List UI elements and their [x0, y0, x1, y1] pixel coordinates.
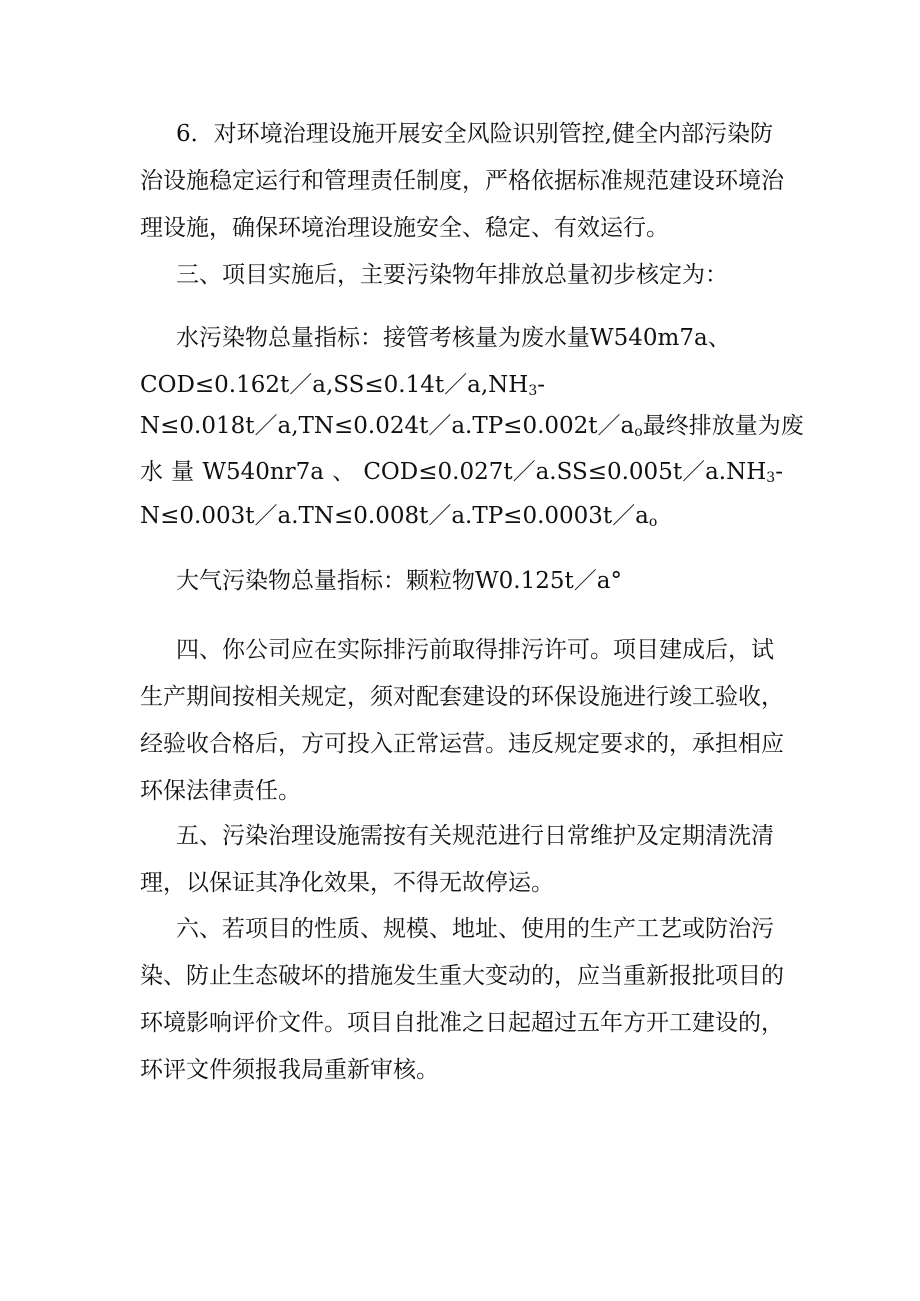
section-4-line-4: 环保法律责任。 [140, 778, 301, 804]
water-line-1-text: 水污染物总量指标：接管考核量为废水量W540m7a、 [176, 325, 731, 351]
section-6-line-3: 环境影响评价文件。项目自批准之日起超过五年方开工建设的， [140, 1010, 784, 1036]
section-4-line-3: 经验收合格后，方可投入正常运营。违反规定要求的，承担相应 [140, 731, 784, 757]
section-4-line-1: 四、你公司应在实际排污前取得排污许可。项目建成后，试 [176, 637, 774, 663]
water-line-5: $N\le 0.003t/a.TN\le 0.008t/a.TP\le 0.0003t/a_o$ [140, 503, 658, 530]
item-6-line-3: 理设施，确保环境治理设施安全、稳定、有效运行。 [140, 215, 669, 241]
water-line-3: $N\le 0.018t/a,TN\le 0.024t/a.TP\le 0.002t/a_o$最终排放量为废 [140, 413, 804, 440]
item-6-line-1: 6．对环境治理设施开展安全风险识别管控,健全内部污染防 [176, 121, 773, 147]
water-line-2: $COD\le 0.162t/a,SS\le 0.14t/a,NH_3-$ [140, 372, 546, 399]
section-5-line-1: 五、污染治理设施需按有关规范进行日常维护及定期清洗清 [176, 823, 774, 849]
water-line-1 [176, 322, 783, 354]
section-5-line-2: 理，以保证其净化效果，不得无故停运。 [140, 870, 554, 896]
section-4-line-2: 生产期间按相关规定，须对配套建设的环保设施进行竣工验收， [140, 684, 784, 710]
section-3-heading: 三、项目实施后，主要污染物年排放总量初步核定为： [176, 262, 728, 288]
section-6-line-1: 六、若项目的性质、规模、地址、使用的生产工艺或防治污 [176, 916, 774, 942]
water-line-4: 水 量 W540nr7a 、 $COD\le 0.027t/a.SS\le 0.005t/a.NH_3-$ [140, 459, 783, 486]
air-pollutant-indicator: 大气污染物总量指标：颗粒物W0.125t／a° [176, 568, 622, 594]
item-6-line-2: 治设施稳定运行和管理责任制度，严格依据标准规范建设环境治 [140, 168, 784, 194]
section-6-line-2: 染、防止生态破坏的措施发生重大变动的，应当重新报批项目的 [140, 963, 784, 989]
section-6-line-4: 环评文件须报我局重新审核。 [140, 1057, 439, 1083]
